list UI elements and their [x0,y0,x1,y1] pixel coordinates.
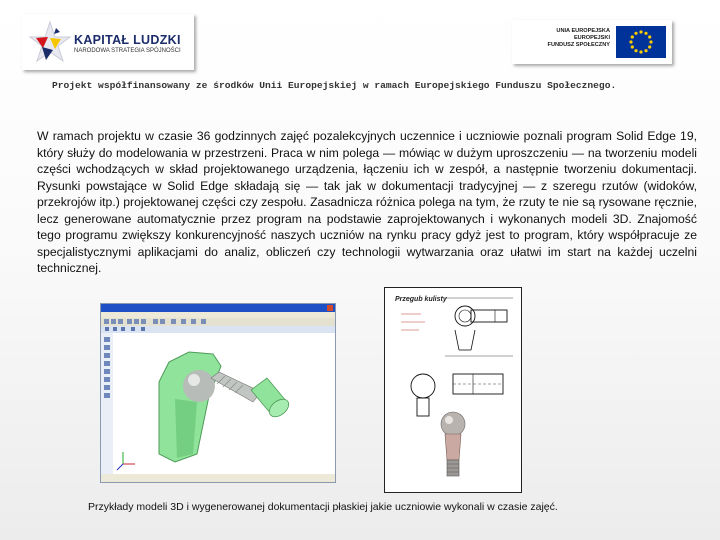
figure-caption: Przykłady modeli 3D i wygenerowanej dokumentacji płaskiej jakie uczniowie wykonali w czasie zajęć. [88,501,558,513]
solid-edge-3d-model-screenshot [100,303,336,483]
eu-logo-text [520,28,610,49]
eu-logo-line2: EUROPEJSKI [573,35,610,41]
eu-logo-line1: UNIA EUROPEJSKA [556,28,610,34]
project-description: W ramach projektu w czasie 36 godzinnych zajęć pozalekcyjnych uczennice i uczniowie poznali program Solid Edge 19, który służy do modelowania w przestrzeni. Praca w nim polega — mówiąc w dużym uproszczeniu — na tworzeniu modeli części wchodzących w skład projektowanego urządzenia, łączeniu ich w zespół, a następnie tworzeniu dokumentacji. Rysunki powstające w Solid Edge składają się — tak jak w dokumentacji tradycyjnej — z szeregu rzutów (widoków, przekrojów itp.) projektowanej części czy zespołu. Zasadnicza różnica polega na tym, że rzuty te nie są rysowane ręcznie, lecz generowane automatycznie przez program na podstawie zaprojektowanych i wykonanych modeli 3D. Znajomość tego programu zwiększy konkurencyjność naszych uczniów na rynku pracy gdyż jest to program, który współpracuje ze specjalistycznymi aplikacjami do analiz, obliczeń czy technologii wytwarzania oraz ułatwi im start na każdej uczelni technicznej. [37,129,697,275]
kapital-ludzki-star-icon [28,20,72,64]
project-banner: Projekt współfinansowany ze środków Unii Europejskiej w ramach Europejskiego Funduszu Społecznego. [52,80,617,91]
eu-flag-icon [616,26,666,58]
eu-efs-logo [512,20,672,64]
technical-drawing-image [385,288,521,492]
kapital-ludzki-subtitle: NARODOWA STRATEGIA SPÓJNOŚCI [74,48,181,54]
technical-drawing-przegub-kulisty [384,287,522,493]
kapital-ludzki-title: KAPITAŁ LUDZKI [74,33,181,47]
solid-edge-window-image [101,304,335,482]
eu-logo-line3: FUNDUSZ SPOŁECZNY [547,42,610,48]
drawing-title: Przegub kulisty [395,296,447,303]
kapital-ludzki-logo [22,14,194,70]
